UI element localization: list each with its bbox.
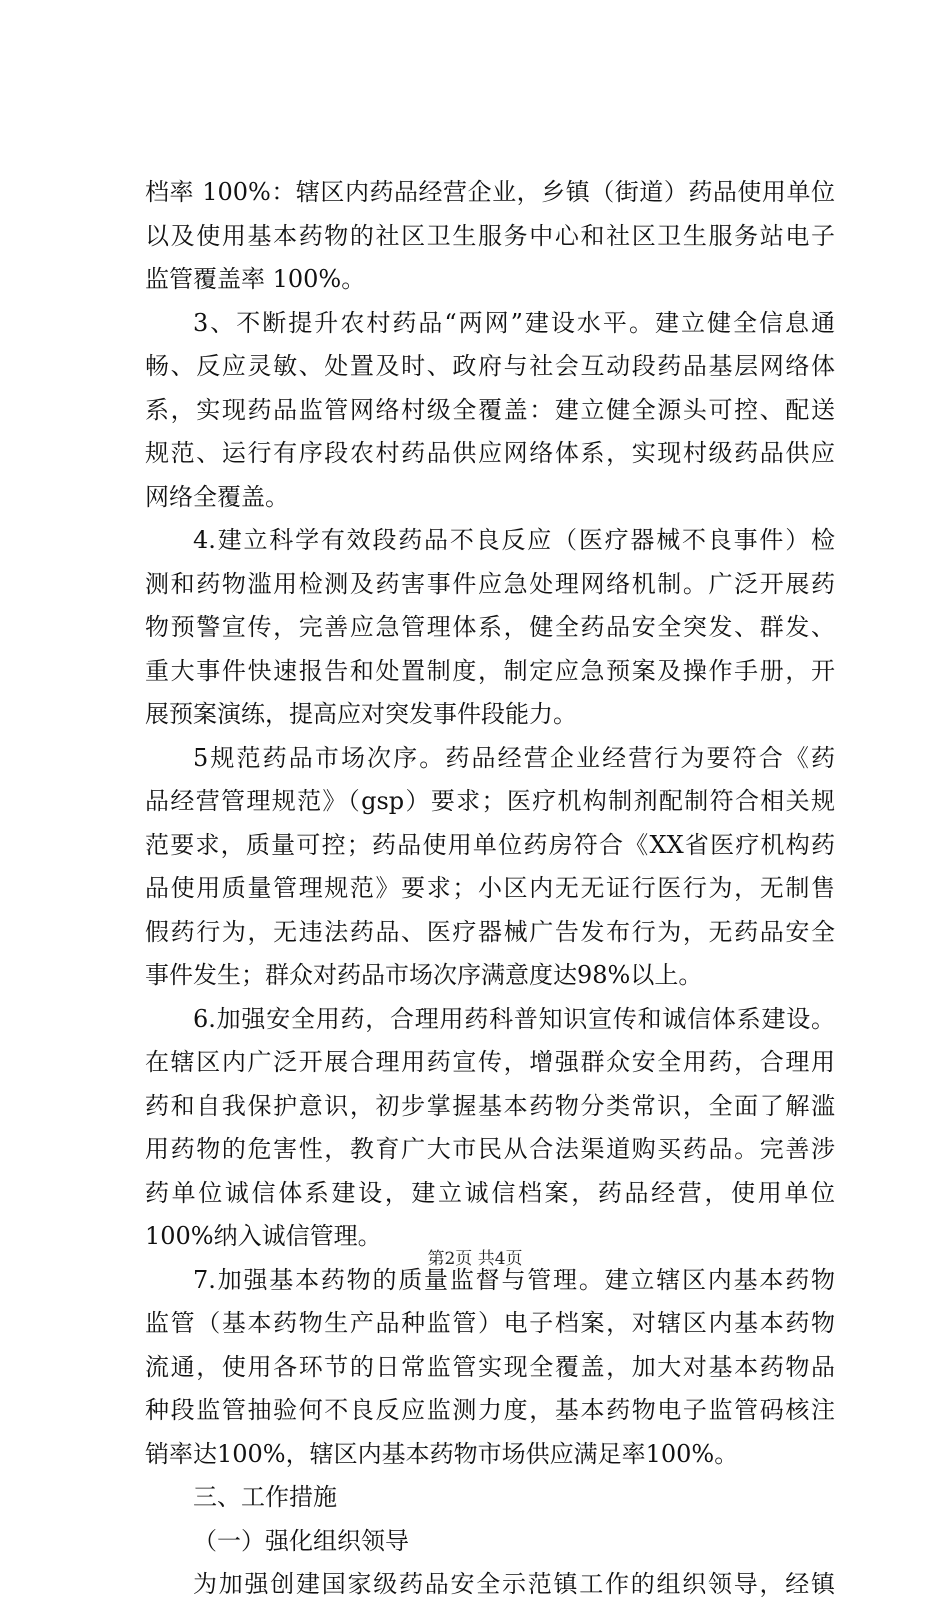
text-line: 假药行为，无违法药品、医疗器械广告发布行为，无药品安全 [145,917,835,946]
text-line: 种段监管抽验何不良反应监测力度，基本药物电子监管码核注 [145,1396,835,1424]
text-line: 流通，使用各环节的日常监管实现全覆盖，加大对基本药物品 [145,1352,835,1381]
text-line: 药单位诚信体系建设，建立诚信档案，药品经营，使用单位 [145,1178,835,1207]
text-line: 系，实现药品监管网络村级全覆盖：建立健全源头可控、配送 [145,395,835,424]
text-line: 重大事件快速报告和处置制度，制定应急预案及操作手册，开 [145,656,835,685]
page-footer: 第2页 共4页 [427,1249,523,1269]
text-line: 事件发生；群众对药品市场次序满意度达98%以上。 [145,961,703,989]
text-line: 4.建立科学有效段药品不良反应（医疗器械不良事件）检 [193,526,835,554]
text-line: 5规范药品市场次序。药品经营企业经营行为要符合《药 [193,743,835,772]
text-line: 网络全覆盖。 [145,482,289,511]
text-line: 监管（基本药物生产品种监管）电子档案，对辖区内基本药物 [145,1309,835,1337]
text-line: 展预案演练，提高应对突发事件段能力。 [145,700,577,728]
text-line: 为加强创建国家级药品安全示范镇工作的组织领导，经镇 [193,1570,835,1598]
text-line: 畅、反应灵敏、处置及时、政府与社会互动段药品基层网络体 [145,352,835,380]
text-line: 物预警宣传，完善应急管理体系，健全药品安全突发、群发、 [145,613,835,641]
text-line: 品经营管理规范》（gsp）要求；医疗机构制剂配制符合相关规 [145,787,835,815]
text-line: 用药物的危害性，教育广大市民从合法渠道购买药品。完善涉 [145,1135,835,1163]
text-line: 6.加强安全用药，合理用药科普知识宣传和诚信体系建设。 [193,1004,835,1033]
text-line: 品使用质量管理规范》要求；小区内无无证行医行为，无制售 [145,874,835,902]
text-line: 监管覆盖率 100%。 [145,265,366,293]
document-body [145,171,835,1607]
text-line: 100%纳入诚信管理。 [145,1222,382,1250]
text-line: 三、工作措施 [193,1483,337,1511]
text-line: （一）强化组织领导 [193,1526,409,1555]
text-line: 销率达100%，辖区内基本药物市场供应满足率100%。 [145,1439,739,1468]
text-line: 以及使用基本药物的社区卫生服务中心和社区卫生服务站电子 [145,221,835,250]
text-line: 规范、运行有序段农村药品供应网络体系，实现村级药品供应 [145,439,835,467]
text-line: 档率 100%：辖区内药品经营企业，乡镇（街道）药品使用单位 [145,178,835,206]
text-line: 测和药物滥用检测及药害事件应急处理网络机制。广泛开展药 [145,569,835,598]
text-line: 药和自我保护意识，初步掌握基本药物分类常识，全面了解滥 [145,1091,835,1120]
text-line: 范要求，质量可控；药品使用单位药房符合《XX省医疗机构药 [145,830,835,859]
text-line: 3、不断提升农村药品“两网”建设水平。建立健全信息通 [193,308,835,337]
text-line: 7.加强基本药物的质量监督与管理。建立辖区内基本药物 [193,1265,835,1294]
text-line: 在辖区内广泛开展合理用药宣传，增强群众安全用药，合理用 [145,1048,835,1076]
